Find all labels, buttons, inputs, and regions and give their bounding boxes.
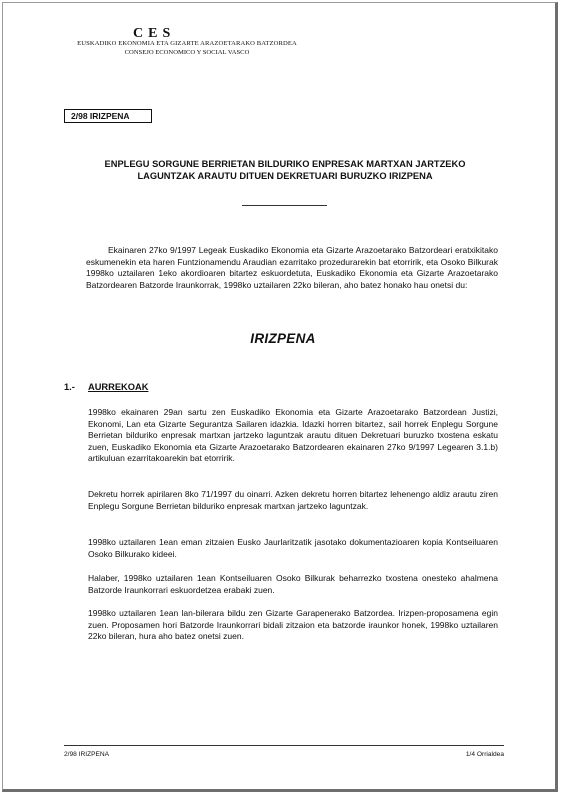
section-paragraph: 1998ko uztailaren 1ean eman zitzaien Eusko Jaurlaritzatik jasotako dokumentazioaren kopia Kontseiluaren Osoko Bilkurako kideei. <box>88 537 498 559</box>
footer-document-id: 2/98 IRIZPENA <box>64 751 110 758</box>
intro-paragraph: Ekainaren 27ko 9/1997 Legeak Euskadiko Ekonomia eta Gizarte Arazoetarako Batzordeari eratxikitako eskumenekin eta haren Funtzionamendu Araudian ezarritako prozedurarekin bat etorririk, eta Osoko Bilkurak 1998ko uztailaren 1eko akordioaren bitartez eskuordetuta, Euskadiko Ekonomia eta Gizarte Arazoetarako Batzordearen Batzorde Iraunkorrak, 1998ko uztailaren 22ko bileran, aho batez honako hau onetsi du: <box>86 245 498 290</box>
footer-divider <box>64 745 504 746</box>
footer-page-number: 1/4 Orrialdea <box>465 751 504 758</box>
document-title-line-1: ENPLEGU SORGUNE BERRIETAN BILDURIKO ENPRESAK MARTXAN JARTZEKO <box>104 159 466 169</box>
document-title-line-2: LAGUNTZAK ARAUTU DITUEN DEKRETUARI BURUZKO IRIZPENA <box>137 171 433 181</box>
document-title <box>76 158 494 182</box>
document-id-box: 2/98 IRIZPENA <box>64 109 152 123</box>
section-paragraph: 1998ko uztailaren 1ean lan-bilerara bildu zen Gizarte Garapenerako Batzordea. Irizpen-proposamena egin zuen. Proposamen hori Batzorde Iraunkorrari bidali zitzaion eta batzorde iraunkor honek, 1998ko uztailaren 22ko bileran, hura aho batez onetsi zuen. <box>88 608 498 642</box>
section-number: 1.- <box>64 382 75 392</box>
section-title: AURREKOAK <box>88 382 149 392</box>
section-paragraph: Dekretu horrek apirilaren 8ko 71/1997 du oinarri. Azken dekretu horren bitartez lehenengo aldiz arautu ziren Enplegu Sorgune Berrietan bilduriko enpresak martxan jartzeko laguntzak. <box>88 489 498 511</box>
title-divider <box>242 205 327 206</box>
ces-logo: CES <box>133 26 176 41</box>
organization-name-spanish: CONSEJO ECONOMICO Y SOCIAL VASCO <box>124 49 250 56</box>
main-heading: IRIZPENA <box>250 331 316 346</box>
organization-name-basque: EUSKADIKO EKONOMIA ETA GIZARTE ARAZOETARAKO BATZORDEA <box>77 40 297 47</box>
section-paragraph: 1998ko ekainaren 29an sartu zen Euskadiko Ekonomia eta Gizarte Arazoetarako Batzordean Justizi, Ekonomi, Lan eta Gizarte Segurantza Sailaren idazkia. Idazki horren bitartez, sail horrek Enplegu Sorgune Berrietan bilduriko enpresak martxan jartzeko laguntzak arautu dituen Dekretuari buruzko txostena eskatu zuen, Euskadiko Ekonomia eta Gizarte Arazoetarako Batzordearen ekainaren 27ko 9/1997 Legearen 3.1.b) artikuluan ezarritakoarekin bat etorririk. <box>88 407 498 464</box>
section-paragraph: Halaber, 1998ko uztailaren 1ean Kontseiluaren Osoko Bilkurak beharrezko txostena onesteko ahalmena Batzorde Iraunkorrari eskuordetzea erabaki zuen. <box>88 573 498 595</box>
